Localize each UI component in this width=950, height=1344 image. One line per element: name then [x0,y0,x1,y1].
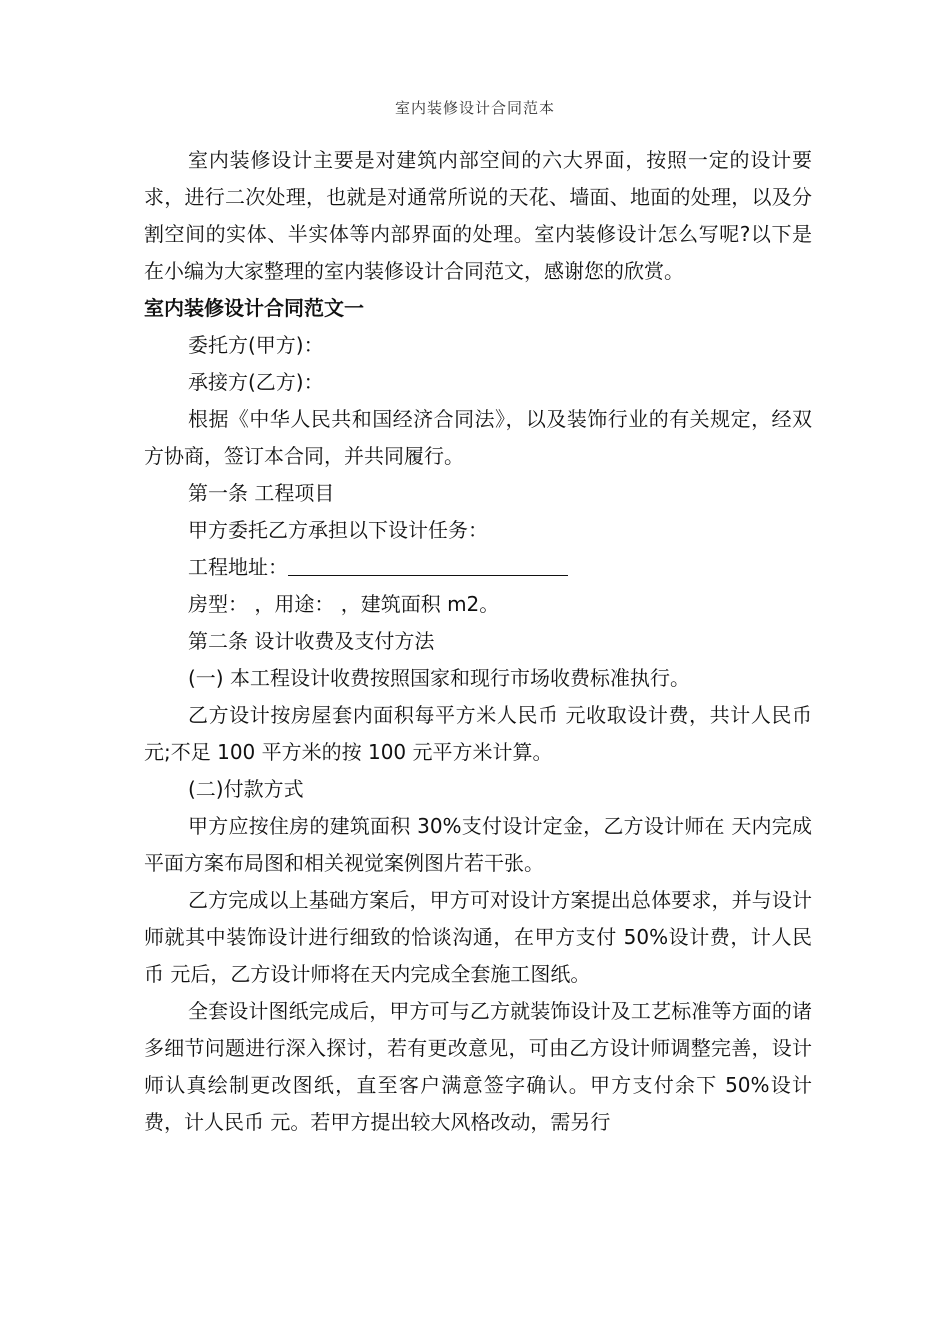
payment-paragraph-2: 乙方完成以上基础方案后，甲方可对设计方案提出总体要求，并与设计师就其中装饰设计进行细致的恰谈沟通，在甲方支付 50%设计费，计人民币 元后，乙方设计师将在天内完成全套施工图纸。 [144,888,812,986]
fee-calculation: 乙方设计按房屋套内面积每平方米人民币 元收取设计费，共计人民币元;不足 100 平方米的按 100 元平方米计算。 [144,703,812,764]
document-body [144,142,812,1141]
party-b-line: 承接方(乙方)： [188,370,324,394]
address-blank [288,551,568,576]
page-header-title: 室内装修设计合同范本 [394,99,555,117]
article2-title: 第二条 设计收费及支付方法 [188,629,435,653]
payment-paragraph-1: 甲方应按住房的建筑面积 30%支付设计定金，乙方设计师在 天内完成平面方案布局图和相关视觉案例图片若干张。 [144,814,812,875]
payment-paragraph-3: 全套设计图纸完成后，甲方可与乙方就装饰设计及工艺标准等方面的诸多细节问题进行深入探讨，若有更改意见，可由乙方设计师调整完善，设计师认真绘制更改图纸，直至客户满意签字确认。甲方支付余下 50%设计费，计人民币 元。若甲方提出较大风格改动，需另行 [144,999,812,1134]
intro-paragraph: 室内装修设计主要是对建筑内部空间的六大界面，按照一定的设计要求，进行二次处理，也就是对通常所说的天花、墙面、地面的处理，以及分割空间的实体、半实体等内部界面的处理。室内装修设计怎么写呢?以下是在小编为大家整理的室内装修设计合同范文，感谢您的欣赏。 [144,148,812,283]
address-label: 工程地址： [188,555,288,579]
section-heading: 室内装修设计合同范文一 [144,296,364,320]
party-a-line: 委托方(甲方)： [188,333,324,357]
article1-title: 第一条 工程项目 [188,481,335,505]
payment-title: (二)付款方式 [188,777,304,801]
fee-standard: (一) 本工程设计收费按照国家和现行市场收费标准执行。 [188,666,690,690]
article1-task: 甲方委托乙方承担以下设计任务： [188,518,488,542]
preamble-paragraph: 根据《中华人民共和国经济合同法》，以及装饰行业的有关规定，经双方协商，签订本合同，并共同履行。 [144,407,812,468]
house-type-line: 房型： ，用途： ，建筑面积 m2。 [188,592,500,616]
address-line [144,549,812,586]
